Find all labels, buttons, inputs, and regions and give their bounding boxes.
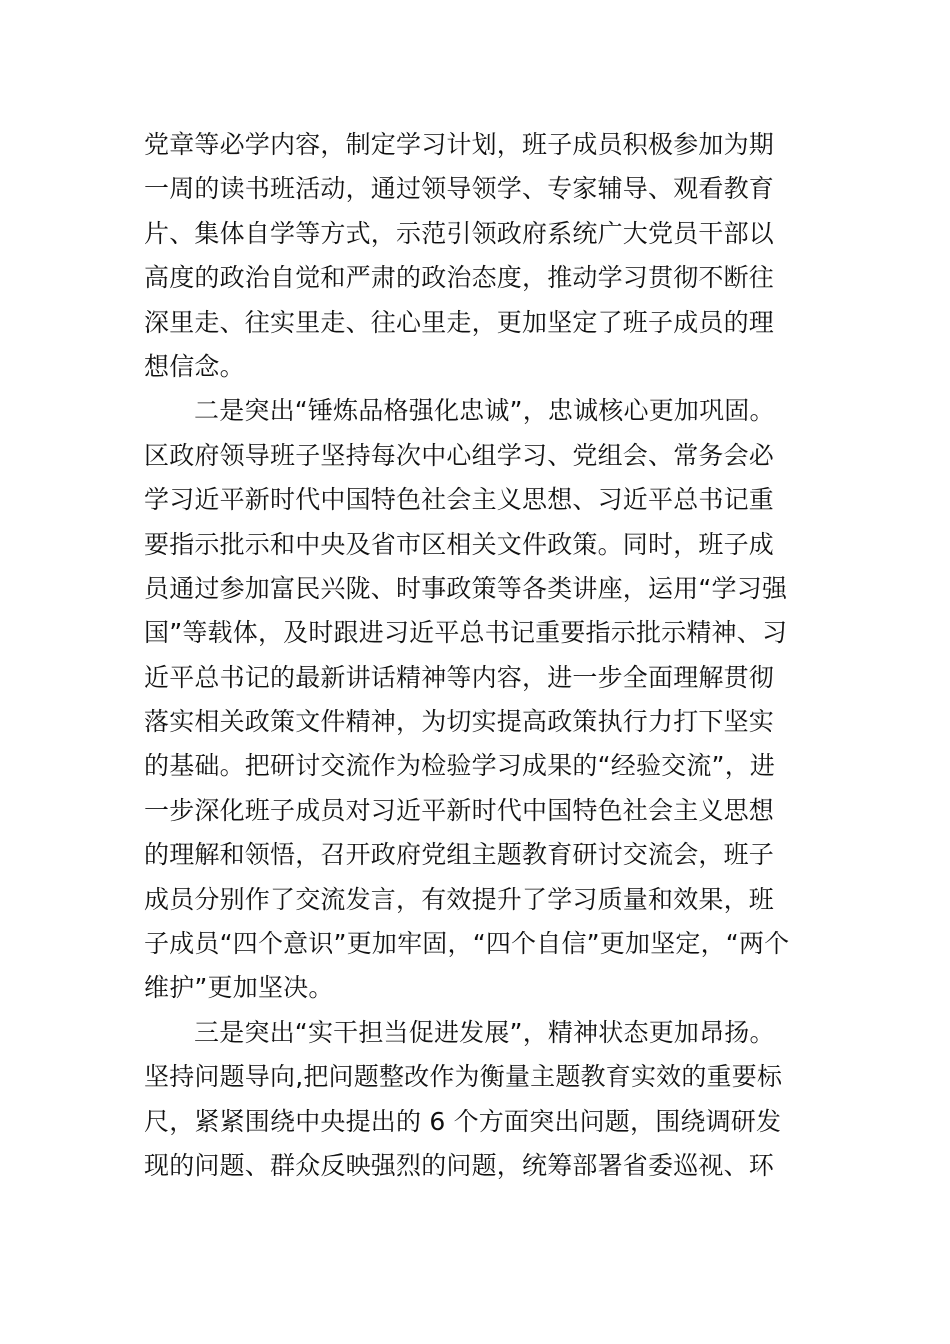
text-line: 党章等必学内容，制定学习计划，班子成员积极参加为期: [144, 130, 775, 159]
text-line: 子成员“四个意识”更加牢固，“四个自信”更加坚定，“两个: [144, 929, 790, 959]
paragraph-heading: 三是突出“实干担当促进发展”，精神状态更加昂扬。: [194, 1017, 775, 1047]
paragraph-heading: 二是突出“锤炼品格强化忠诚”，忠诚核心更加巩固。: [194, 396, 775, 426]
text-line: 片、集体自学等方式，示范引领政府系统广大党员干部以: [144, 218, 775, 248]
text-line: 的基础。把研讨交流作为检验学习成果的“经验交流”，进: [144, 751, 776, 781]
text-line: 要指示批示和中央及省市区相关文件政策。同时，班子成: [144, 529, 775, 559]
text-line: 落实相关政策文件精神，为切实提高政策执行力打下坚实: [144, 707, 775, 737]
text-line: 高度的政治自觉和严肃的政治态度，推动学习贯彻不断往: [144, 263, 775, 293]
body-text: [144, 123, 814, 1188]
text-line: 一周的读书班活动，通过领导领学、专家辅导、观看教育: [144, 174, 775, 204]
text-line: 成员分别作了交流发言，有效提升了学习质量和效果，班: [144, 884, 775, 914]
text-line: 深里走、往实里走、往心里走，更加坚定了班子成员的理: [144, 307, 775, 337]
text-line: 员通过参加富民兴陇、时事政策等各类讲座，运用“学习强: [144, 573, 788, 603]
text-line: 近平总书记的最新讲话精神等内容，进一步全面理解贯彻: [144, 662, 775, 692]
text-line: 想信念。: [144, 351, 245, 381]
text-line: 现的问题、群众反映强烈的问题，统筹部署省委巡视、环: [144, 1150, 775, 1180]
text-line: 尺，紧紧围绕中央提出的 6 个方面突出问题，围绕调研发: [144, 1106, 782, 1136]
text-line: 一步深化班子成员对习近平新时代中国特色社会主义思想: [144, 795, 775, 825]
text-line: 坚持问题导向,把问题整改作为衡量主题教育实效的重要标: [144, 1062, 783, 1092]
text-line: 维护”更加坚决。: [144, 973, 334, 1003]
text-line: 区政府领导班子坚持每次中心组学习、党组会、常务会必: [144, 440, 775, 470]
text-line: 国”等载体，及时跟进习近平总书记重要指示批示精神、习: [144, 618, 788, 648]
text-line: 的理解和领悟，召开政府党组主题教育研讨交流会，班子: [144, 840, 775, 870]
text-line: 学习近平新时代中国特色社会主义思想、习近平总书记重: [144, 485, 775, 515]
